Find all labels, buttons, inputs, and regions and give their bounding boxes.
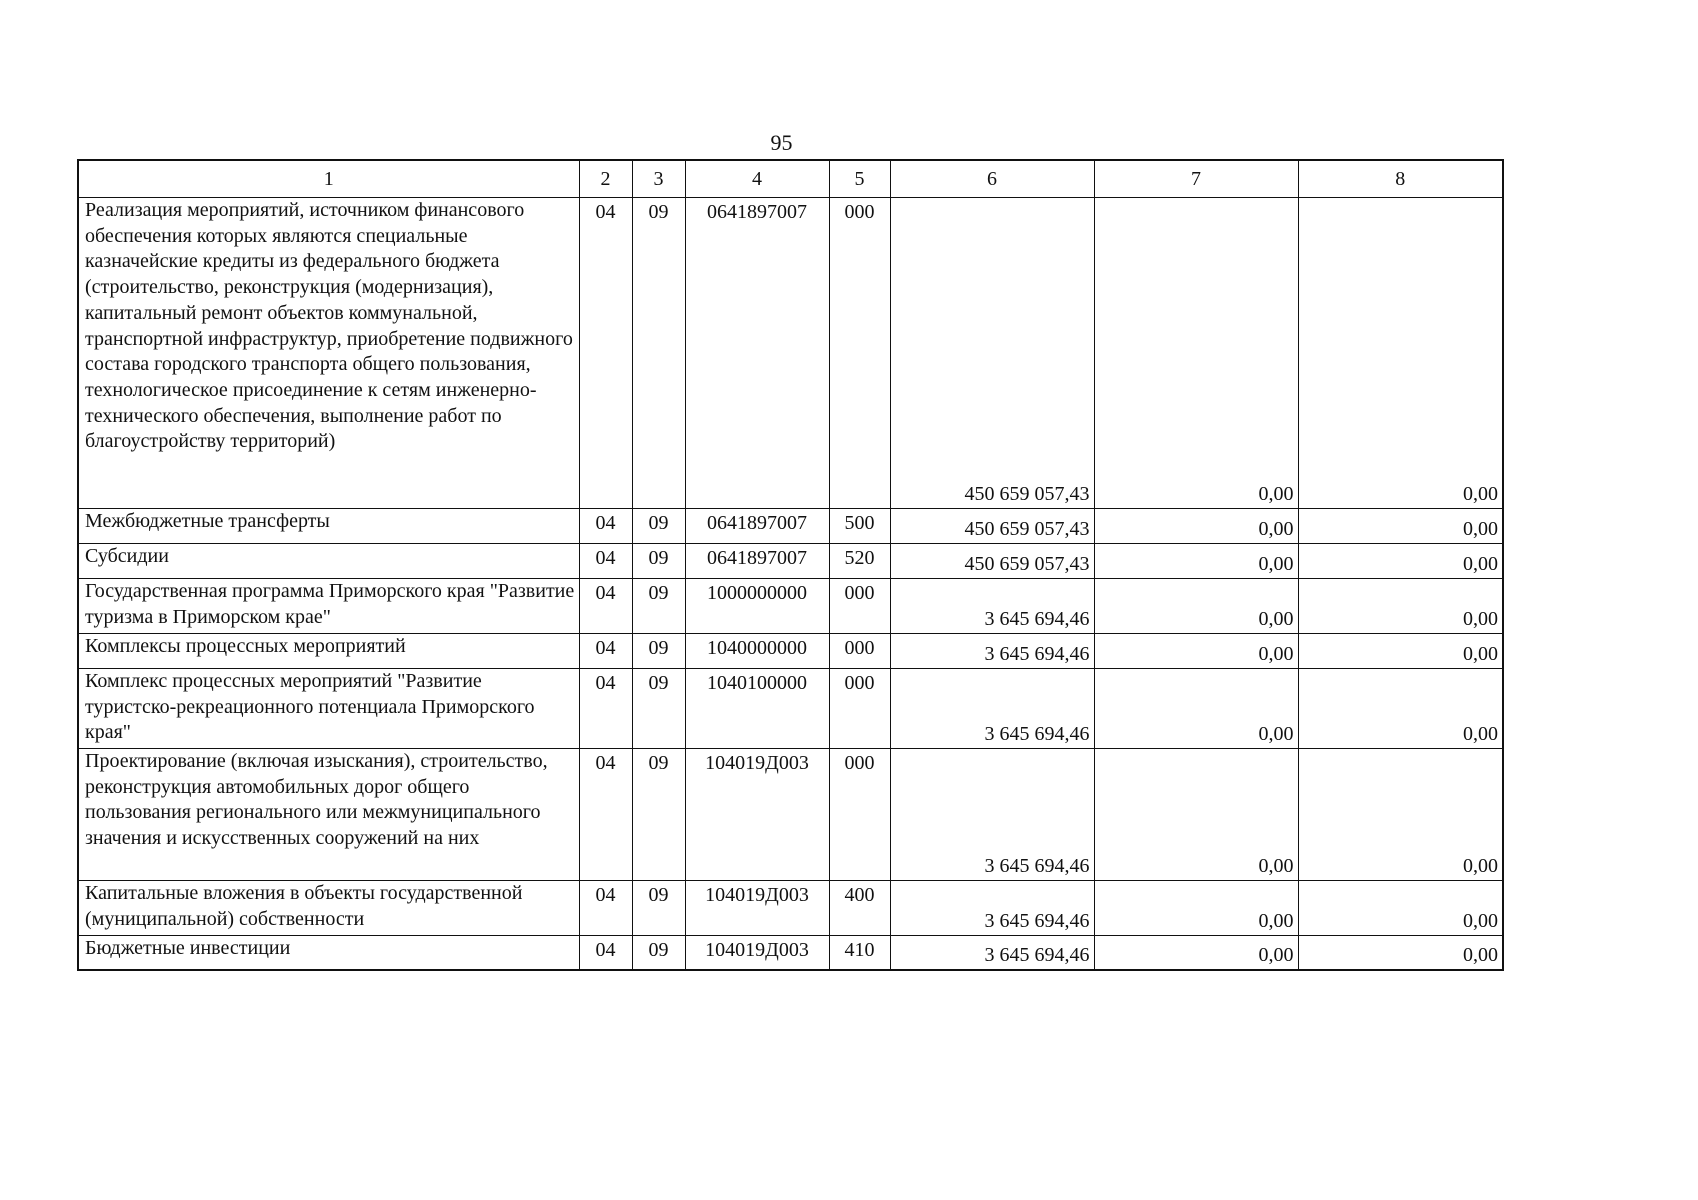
target-article-code: 104019Д003 [685,749,829,881]
amount-col7: 0,00 [1094,936,1298,970]
expense-type-code: 000 [829,634,890,669]
table-row [78,936,1503,970]
amount-col8: 0,00 [1298,669,1503,749]
expense-type-code: 000 [829,749,890,881]
amount-col7: 0,00 [1094,544,1298,579]
amount-col7: 0,00 [1094,749,1298,881]
subsection-code: 09 [632,579,685,634]
amount-col8: 0,00 [1298,544,1503,579]
column-header: 2 [579,160,632,198]
amount-col7: 0,00 [1094,669,1298,749]
amount-col6: 3 645 694,46 [890,881,1094,936]
amount-col6: 3 645 694,46 [890,669,1094,749]
item-name: Реализация мероприятий, источником финансового обеспечения которых являются специальные казначейские кредиты из федерального бюджета (строительство, реконструкция (модернизация), капитальный ремонт объектов коммунальной, транспортной инфраструктур, приобретение подвижного состава городского транспорта общего пользования, технологическое присоединение к сетям инженерно-технического обеспечения, выполнение работ по благоустройству территорий) [78,198,579,509]
item-name: Проектирование (включая изыскания), строительство, реконструкция автомобильных дорог общего пользования регионального или межмуниципального значения и искусственных сооружений на них [78,749,579,881]
amount-col6: 450 659 057,43 [890,198,1094,509]
target-article-code: 1040000000 [685,634,829,669]
table-row [78,544,1503,579]
target-article-code: 0641897007 [685,198,829,509]
amount-col6: 3 645 694,46 [890,749,1094,881]
item-name: Бюджетные инвестиции [78,936,579,970]
target-article-code: 104019Д003 [685,881,829,936]
expense-type-code: 400 [829,881,890,936]
item-name: Комплекс процессных мероприятий "Развитие туристско-рекреационного потенциала Приморского края" [78,669,579,749]
item-name: Государственная программа Приморского края "Развитие туризма в Приморском крае" [78,579,579,634]
subsection-code: 09 [632,634,685,669]
subsection-code: 09 [632,544,685,579]
target-article-code: 0641897007 [685,509,829,544]
section-code: 04 [579,579,632,634]
column-header: 5 [829,160,890,198]
amount-col8: 0,00 [1298,634,1503,669]
column-header: 4 [685,160,829,198]
table-row [78,579,1503,634]
column-header: 6 [890,160,1094,198]
subsection-code: 09 [632,936,685,970]
expense-type-code: 000 [829,198,890,509]
amount-col8: 0,00 [1298,509,1503,544]
item-name: Комплексы процессных мероприятий [78,634,579,669]
target-article-code: 1000000000 [685,579,829,634]
amount-col7: 0,00 [1094,198,1298,509]
item-name: Субсидии [78,544,579,579]
table-row [78,881,1503,936]
subsection-code: 09 [632,509,685,544]
section-code: 04 [579,749,632,881]
budget-table [77,159,1504,971]
table-row [78,749,1503,881]
amount-col6: 450 659 057,43 [890,544,1094,579]
amount-col7: 0,00 [1094,634,1298,669]
amount-col8: 0,00 [1298,579,1503,634]
column-header: 7 [1094,160,1298,198]
subsection-code: 09 [632,749,685,881]
amount-col6: 450 659 057,43 [890,509,1094,544]
amount-col8: 0,00 [1298,198,1503,509]
expense-type-code: 000 [829,579,890,634]
amount-col8: 0,00 [1298,881,1503,936]
section-code: 04 [579,198,632,509]
expense-type-code: 520 [829,544,890,579]
target-article-code: 1040100000 [685,669,829,749]
subsection-code: 09 [632,669,685,749]
amount-col7: 0,00 [1094,881,1298,936]
amount-col7: 0,00 [1094,579,1298,634]
section-code: 04 [579,669,632,749]
header-row [78,160,1503,198]
section-code: 04 [579,544,632,579]
amount-col8: 0,00 [1298,749,1503,881]
amount-col7: 0,00 [1094,509,1298,544]
section-code: 04 [579,881,632,936]
target-article-code: 104019Д003 [685,936,829,970]
item-name: Капитальные вложения в объекты государственной (муниципальной) собственности [78,881,579,936]
section-code: 04 [579,509,632,544]
expense-type-code: 410 [829,936,890,970]
target-article-code: 0641897007 [685,544,829,579]
column-header: 1 [78,160,579,198]
column-header: 8 [1298,160,1503,198]
table-row [78,634,1503,669]
amount-col6: 3 645 694,46 [890,936,1094,970]
expense-type-code: 500 [829,509,890,544]
subsection-code: 09 [632,881,685,936]
section-code: 04 [579,936,632,970]
amount-col6: 3 645 694,46 [890,634,1094,669]
column-header: 3 [632,160,685,198]
table-row [78,509,1503,544]
expense-type-code: 000 [829,669,890,749]
item-name: Межбюджетные трансферты [78,509,579,544]
page-number: 95 [770,130,793,155]
table-row [78,198,1503,509]
amount-col6: 3 645 694,46 [890,579,1094,634]
section-code: 04 [579,634,632,669]
subsection-code: 09 [632,198,685,509]
table-row [78,669,1503,749]
amount-col8: 0,00 [1298,936,1503,970]
